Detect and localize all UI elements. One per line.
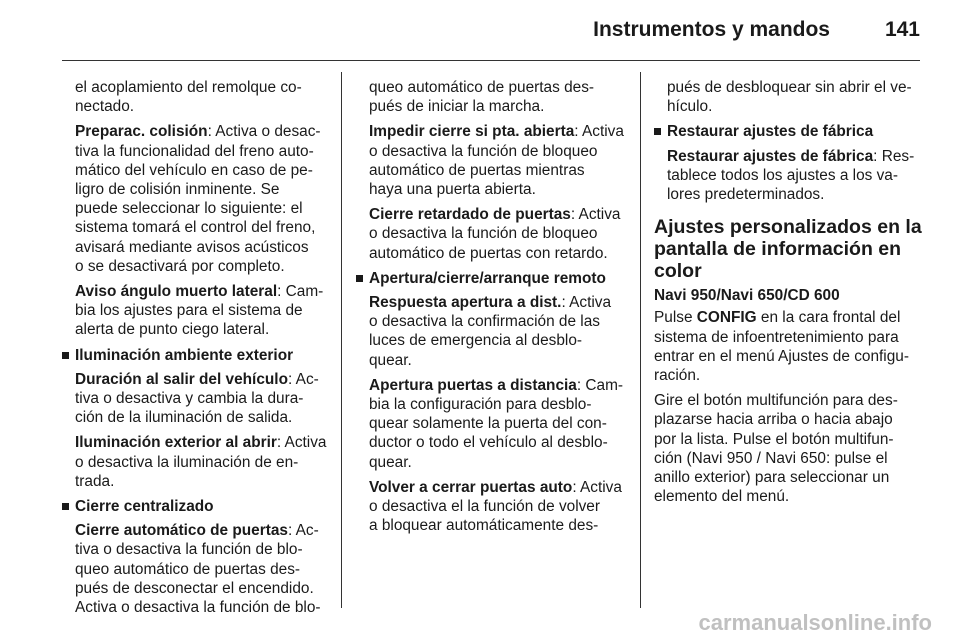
paragraph: [62, 433, 328, 491]
column-1: [62, 78, 328, 623]
definition: : Activa o desactiva la función de bloqueo automático de puertas con retardo.: [369, 206, 621, 262]
subsection-heading: Navi 950/Navi 650/CD 600: [654, 287, 840, 305]
paragraph: [62, 521, 328, 617]
bullet-item: [62, 497, 328, 516]
definition: : Cam- bia los ajustes para el sistema de alerta de punto ciego lateral.: [75, 283, 324, 339]
paragraph: pués de desbloquear sin abrir el ve- hículo.: [667, 79, 912, 116]
bullet-item: [654, 122, 924, 141]
definition: : Activa o desactiva la función de bloqueo automático de puertas mientras haya una puerta abierta.: [369, 123, 624, 199]
paragraph: [356, 376, 626, 472]
term: Apertura puertas a distancia: [369, 376, 577, 394]
paragraph: [654, 308, 924, 385]
paragraph: [654, 147, 924, 205]
bullet-square-icon: [62, 503, 69, 510]
definition: : Ac- tiva o desactiva y cambia la dura- ción de la iluminación de salida.: [75, 370, 319, 427]
paragraph: Gire el botón multifunción para des- plazarse hacia arriba o hacia abajo por la lista. Pulse el botón multifun- ción (Navi 950 / Navi 650: pulse el anillo exterior) para seleccionar un elemento del menú.: [654, 392, 898, 506]
definition: : Activa o desactiva la confirmación de las luces de emergencia al desblo- quear.: [369, 294, 612, 369]
section-title: Instrumentos y mandos: [593, 18, 830, 41]
bullet-square-icon: [654, 128, 661, 135]
term: Restaurar ajustes de fábrica: [667, 147, 874, 165]
page-number: 141: [884, 18, 920, 41]
text: en la cara frontal del sistema de infoentretenimiento para entrar en el menú Ajustes de configu- ración.: [654, 309, 909, 385]
paragraph: queo automático de puertas des- pués de iniciar la marcha.: [369, 79, 595, 116]
definition: : Activa o desactiva el la función de volver a bloquear automáticamente des-: [369, 478, 622, 535]
watermark: carmanualsonline.info: [698, 610, 932, 635]
column-2: [356, 78, 626, 541]
term: Volver a cerrar puertas auto: [369, 478, 573, 496]
section-heading: Ajustes personalizados en la pantalla de información en color: [654, 216, 922, 283]
bullet-label: Restaurar ajustes de fábrica: [667, 123, 874, 141]
column-divider-2: [640, 72, 641, 608]
term: Cierre automático de puertas: [75, 522, 288, 540]
paragraph: [62, 122, 328, 276]
term: Impedir cierre si pta. abierta: [369, 123, 575, 141]
bullet-square-icon: [356, 275, 363, 282]
paragraph: [356, 122, 626, 199]
header-rule: [62, 60, 920, 61]
bullet-item: [356, 269, 626, 288]
bullet-square-icon: [62, 352, 69, 359]
term: Cierre retardado de puertas: [369, 206, 571, 224]
bullet-label: Apertura/cierre/arranque remoto: [369, 269, 606, 287]
paragraph: el acoplamiento del remolque co- nectado.: [75, 79, 302, 116]
button-term: CONFIG: [696, 309, 757, 327]
term: Duración al salir del vehículo: [75, 370, 288, 388]
term: Aviso ángulo muerto lateral: [75, 283, 278, 301]
column-divider-1: [341, 72, 342, 608]
page-header: [0, 0, 960, 56]
term: Respuesta apertura a dist.: [369, 294, 562, 312]
definition: : Activa o desac- tiva la funcionalidad del freno auto- mático del vehículo en caso de pe- ligro de colisión inminente. Se puede seleccionar lo siguiente: el sistema tomará el control del freno, avisará mediante avisos acústicos o se desactivará por completo.: [75, 123, 321, 275]
text: Pulse: [654, 309, 697, 327]
paragraph: [356, 205, 626, 263]
definition: : Cam- bia la configuración para desblo- quear solamente la puerta del con- ductor o todo el vehículo al desblo- quear.: [369, 376, 624, 471]
term: Iluminación exterior al abrir: [75, 434, 277, 452]
term: Preparac. colisión: [75, 123, 208, 141]
paragraph: [356, 478, 626, 536]
bullet-item: [62, 346, 328, 365]
column-3: [654, 78, 924, 512]
paragraph: [62, 370, 328, 428]
definition: : Ac- tiva o desactiva la función de blo- queo automático de puertas des- pués de desconectar el encendido. Activa o desactiva la función de blo-: [75, 522, 321, 617]
definition: : Activa o desactiva la iluminación de en- trada.: [75, 434, 327, 490]
bullet-label: Iluminación ambiente exterior: [75, 346, 294, 364]
paragraph: [62, 282, 328, 340]
definition: : Res- tablece todos los ajustes a los va- lores predeterminados.: [667, 147, 915, 204]
bullet-label: Cierre centralizado: [75, 498, 214, 516]
paragraph: [356, 293, 626, 370]
